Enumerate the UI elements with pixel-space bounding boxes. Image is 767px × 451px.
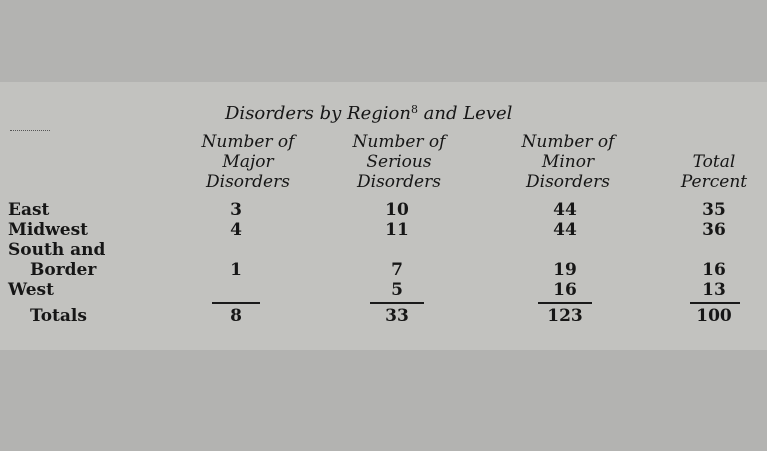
stray-mark bbox=[10, 130, 50, 132]
cell-south-serious: 7 bbox=[391, 260, 403, 280]
row-label-west: West bbox=[8, 280, 54, 300]
row-label-south-line2: Border bbox=[30, 260, 97, 280]
total-rule-serious bbox=[370, 302, 424, 304]
header-total-percent: Total Percent bbox=[680, 152, 748, 192]
cell-midwest-minor: 44 bbox=[553, 220, 577, 240]
total-rule-total bbox=[690, 302, 740, 304]
header-serious: Number of Serious Disorders bbox=[352, 132, 446, 192]
cell-east-serious: 10 bbox=[385, 200, 409, 220]
cell-midwest-major: 4 bbox=[230, 220, 242, 240]
total-rule-major bbox=[212, 302, 260, 304]
cell-totals-total: 100 bbox=[696, 306, 732, 326]
cell-totals-minor: 123 bbox=[547, 306, 583, 326]
cell-totals-major: 8 bbox=[230, 306, 242, 326]
cell-midwest-total: 36 bbox=[702, 220, 726, 240]
cell-east-minor: 44 bbox=[553, 200, 577, 220]
cell-west-minor: 16 bbox=[553, 280, 577, 300]
footnote-marker: 8 bbox=[410, 103, 418, 116]
cell-west-serious: 5 bbox=[391, 280, 403, 300]
cell-south-major: 1 bbox=[230, 260, 242, 280]
row-label-totals: Totals bbox=[30, 306, 87, 326]
cell-totals-serious: 33 bbox=[385, 306, 409, 326]
row-label-east: East bbox=[8, 200, 50, 220]
cell-south-minor: 19 bbox=[553, 260, 577, 280]
row-label-midwest: Midwest bbox=[8, 220, 89, 240]
cell-east-major: 3 bbox=[230, 200, 242, 220]
header-major: Number of Major Disorders bbox=[201, 132, 295, 192]
row-label-south-line1: South and bbox=[8, 240, 106, 260]
cell-south-total: 16 bbox=[702, 260, 726, 280]
cell-midwest-serious: 11 bbox=[385, 220, 409, 240]
total-rule-minor bbox=[538, 302, 592, 304]
cell-west-total: 13 bbox=[702, 280, 726, 300]
document-page: Disorders by Region$^8$ and Level Number of Major Disorders Number of Serious Disorders Number of Minor Disorders Total Percent East Midwest South and Border West Totals 3 10 44 35 4 11 44 36 1 7 19 16 5 16 13 8 33 123 100 bbox=[0, 82, 767, 350]
header-minor: Number of Minor Disorders bbox=[521, 132, 615, 192]
cell-east-total: 35 bbox=[702, 200, 726, 220]
